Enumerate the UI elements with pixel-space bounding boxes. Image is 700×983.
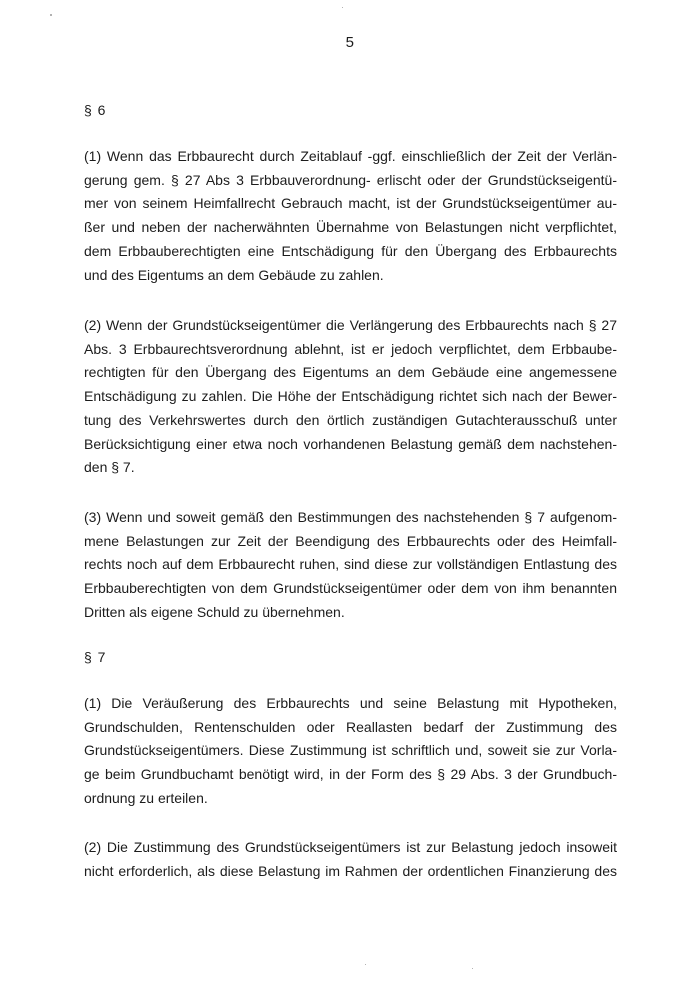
scan-speck [50,14,52,16]
text-line: Abs. 3 Erbbaurechtsverordnung ablehnt, ist er jedoch verpflichtet, dem Erbbaube- [84,340,617,357]
text-line: Erbbauberechtigten von dem Grundstückseigentümer oder dem von ihm benannten [84,580,617,597]
scan-speck [365,964,366,965]
text-line: und des Eigentums an dem Gebäude zu zahlen. [84,266,384,283]
section-6-paragraph-1 [84,145,617,287]
text-line: ge beim Grundbuchamt benötigt wird, in der Form des § 29 Abs. 3 der Grundbuch- [84,766,617,783]
text-line: (2) Wenn der Grundstückseigentümer die Verlängerung des Erbbaurechts nach § 27 [84,317,617,333]
text-line: mene Belastungen zur Zeit der Beendigung des Erbbaurechts oder des Heimfall- [84,532,617,549]
text-line: gerung gem. § 27 Abs 3 Erbbauverordnung- erlischt oder der Grundstückseigentü- [84,171,617,188]
text-line: (1) Wenn das Erbbaurecht durch Zeitablauf -ggf. einschließlich der Zeit der Verlän- [84,148,617,164]
text-line: ordnung zu erteilen. [84,789,208,806]
text-line: Dritten als eigene Schuld zu übernehmen. [84,603,345,620]
text-line: Berücksichtigung einer etwa noch vorhandenen Belastung gemäß dem nachstehen- [84,435,617,452]
text-line: tung des Verkehrswertes durch den örtlich zuständigen Gutachterausschuß unter [84,411,617,428]
text-line: nicht erforderlich, als diese Belastung im Rahmen der ordentlichen Finanzierung des [84,862,617,879]
text-line: den § 7. [84,459,135,476]
text-line: (1) Die Veräußerung des Erbbaurechts und seine Belastung mit Hypotheken, [84,695,617,711]
text-line: rechts noch auf dem Erbbaurecht ruhen, sind diese zur vollständigen Entlastung des [84,556,617,573]
text-line: dem Erbbauberechtigten eine Entschädigung für den Übergang des Erbbaurechts [84,242,617,259]
section-6-paragraph-2 [84,314,617,480]
text-line: Grundstückseigentümers. Diese Zustimmung ist schriftlich und, soweit sie zur Vorla- [84,742,617,759]
page-number: 5 [345,34,355,51]
section-heading-6: § 6 [84,102,107,118]
scan-speck [472,968,473,969]
text-line: Grundschulden, Rentenschulden oder Reallasten bedarf der Zustimmung des [84,718,617,735]
section-7-paragraph-1 [84,692,617,811]
section-heading-7: § 7 [84,649,107,665]
text-line: mer von seinem Heimfallrecht Gebrauch macht, ist der Grundstückseigentümer au- [84,195,617,212]
text-line: (3) Wenn und soweit gemäß den Bestimmungen des nachstehenden § 7 aufgenom- [84,509,617,525]
scan-speck [342,7,343,8]
text-line: rechtigten für den Übergang des Eigentums an dem Gebäude eine angemessene [84,364,617,381]
text-line: (2) Die Zustimmung des Grundstückseigentümers ist zur Belastung jedoch insoweit [84,839,617,855]
section-7-paragraph-2 [84,836,617,883]
section-6-paragraph-3 [84,506,617,625]
text-line: ßer und neben der nacherwähnten Übernahme von Belastungen nicht verpflichtet, [84,219,617,236]
text-line: Entschädigung zu zahlen. Die Höhe der Entschädigung richtet sich nach der Bewer- [84,388,617,405]
